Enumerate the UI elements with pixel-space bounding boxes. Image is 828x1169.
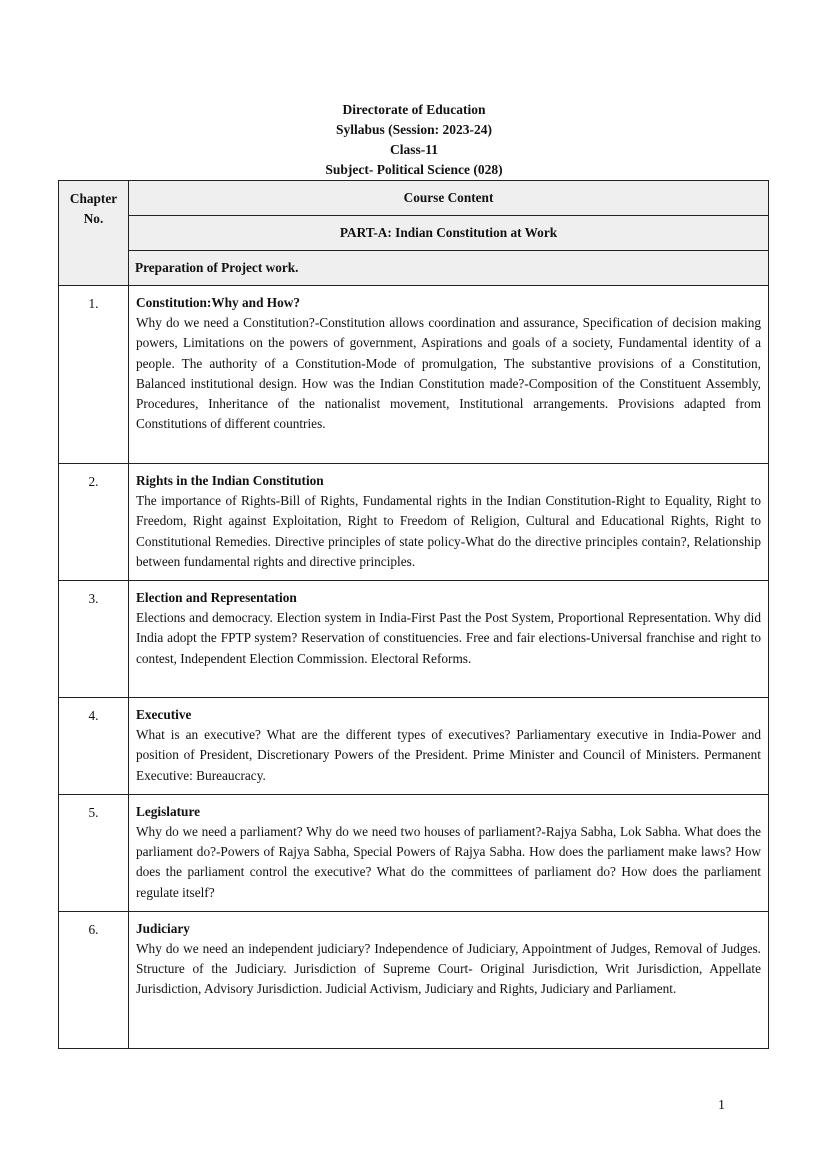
chapter-content bbox=[129, 698, 769, 795]
chapter-title: Rights in the Indian Constitution bbox=[136, 473, 324, 488]
chapter-number: 6. bbox=[59, 911, 129, 1048]
chapter-content bbox=[129, 581, 769, 698]
chapter-content bbox=[129, 794, 769, 911]
chapter-description: What is an executive? What are the different types of executives? Parliamentary executive in India-Power and position of President, Discretionary Powers of the President. Prime Minister and Council of Ministers. Permanent Executive: Bureaucracy. bbox=[136, 727, 761, 783]
header-class: Class-11 bbox=[389, 142, 438, 157]
syllabus-table bbox=[58, 180, 769, 1049]
table-row bbox=[59, 911, 769, 1048]
chapter-description: Why do we need a Constitution?-Constitution allows coordination and assurance, Specification of decision making powers, Limitations on the powers of government, Aspirations and goals of a society, Fundamental identity of a people. The authority of a Constitution-Mode of promulgation, The substantive provisions of a Constitution, Balanced institutional design. How was the Indian Constitution made?-Composition of the Constituent Assembly, Procedures, Inheritance of the nationalist movement, Institutional arrangements. Provisions adapted from Constitutions of different countries. bbox=[136, 315, 761, 432]
document-header bbox=[0, 100, 828, 180]
header-syllabus-session: Syllabus (Session: 2023-24) bbox=[335, 122, 493, 137]
table-row bbox=[59, 286, 769, 464]
chapter-description: The importance of Rights-Bill of Rights, Fundamental rights in the Indian Constitution-Right to Equality, Right to Freedom, Right against Exploitation, Right to Freedom of Religion, Cultural and Educational Rights, Right to Constitutional Remedies. Directive principles of state policy-What do the directive principles contain?, Relationship between fundamental rights and directive principles. bbox=[136, 493, 761, 569]
chapter-number: 2. bbox=[59, 464, 129, 581]
part-a-heading: PART-A: Indian Constitution at Work bbox=[129, 216, 769, 251]
table-row bbox=[59, 698, 769, 795]
chapter-description: Why do we need an independent judiciary? Independence of Judiciary, Appointment of Judges, Removal of Judges. Structure of the Judiciary. Jurisdiction of Supreme Court- Original Jurisdiction, Writ Jurisdiction, Appellate Jurisdiction, Advisory Jurisdiction. Judicial Activism, Judiciary and Rights, Judiciary and Parliament. bbox=[136, 941, 761, 997]
chapter-number: 3. bbox=[59, 581, 129, 698]
chapter-number: 5. bbox=[59, 794, 129, 911]
chapter-description: Elections and democracy. Election system in India-First Past the Post System, Proportional Representation. Why did India adopt the FPTP system? Reservation of constituencies. Free and fair elections-Universal franchise and right to contest, Independent Election Commission. Electoral Reforms. bbox=[136, 610, 761, 666]
chapter-number: 1. bbox=[59, 286, 129, 464]
chapter-title: Election and Representation bbox=[136, 590, 297, 606]
chapter-title: Executive bbox=[136, 707, 192, 723]
chapter-content bbox=[129, 286, 769, 464]
table-row bbox=[59, 581, 769, 698]
project-work-row: Preparation of Project work. bbox=[129, 251, 769, 286]
chapter-description: Why do we need a parliament? Why do we need two houses of parliament?-Rajya Sabha, Lok Sabha. What does the parliament do?-Powers of Rajya Sabha, Special Powers of Rajya Sabha. How does the parliament make laws? How does the parliament control the executive? What do the committees of parliament do? How does the parliament regulate itself? bbox=[136, 824, 761, 900]
chapter-title: Constitution:Why and How? bbox=[136, 295, 301, 310]
header-directorate: Directorate of Education bbox=[342, 102, 486, 117]
course-content-header: Course Content bbox=[129, 181, 769, 216]
chapter-content bbox=[129, 464, 769, 581]
chapter-no-header: Chapter No. bbox=[59, 181, 129, 286]
header-subject: Subject- Political Science (028) bbox=[325, 162, 503, 177]
chapter-title: Legislature bbox=[136, 803, 201, 819]
table-row bbox=[59, 794, 769, 911]
page-number: 1 bbox=[718, 1098, 725, 1113]
chapter-content bbox=[129, 911, 769, 1048]
chapter-title: Judiciary bbox=[136, 920, 190, 936]
table-row bbox=[59, 464, 769, 581]
chapter-number: 4. bbox=[59, 698, 129, 795]
